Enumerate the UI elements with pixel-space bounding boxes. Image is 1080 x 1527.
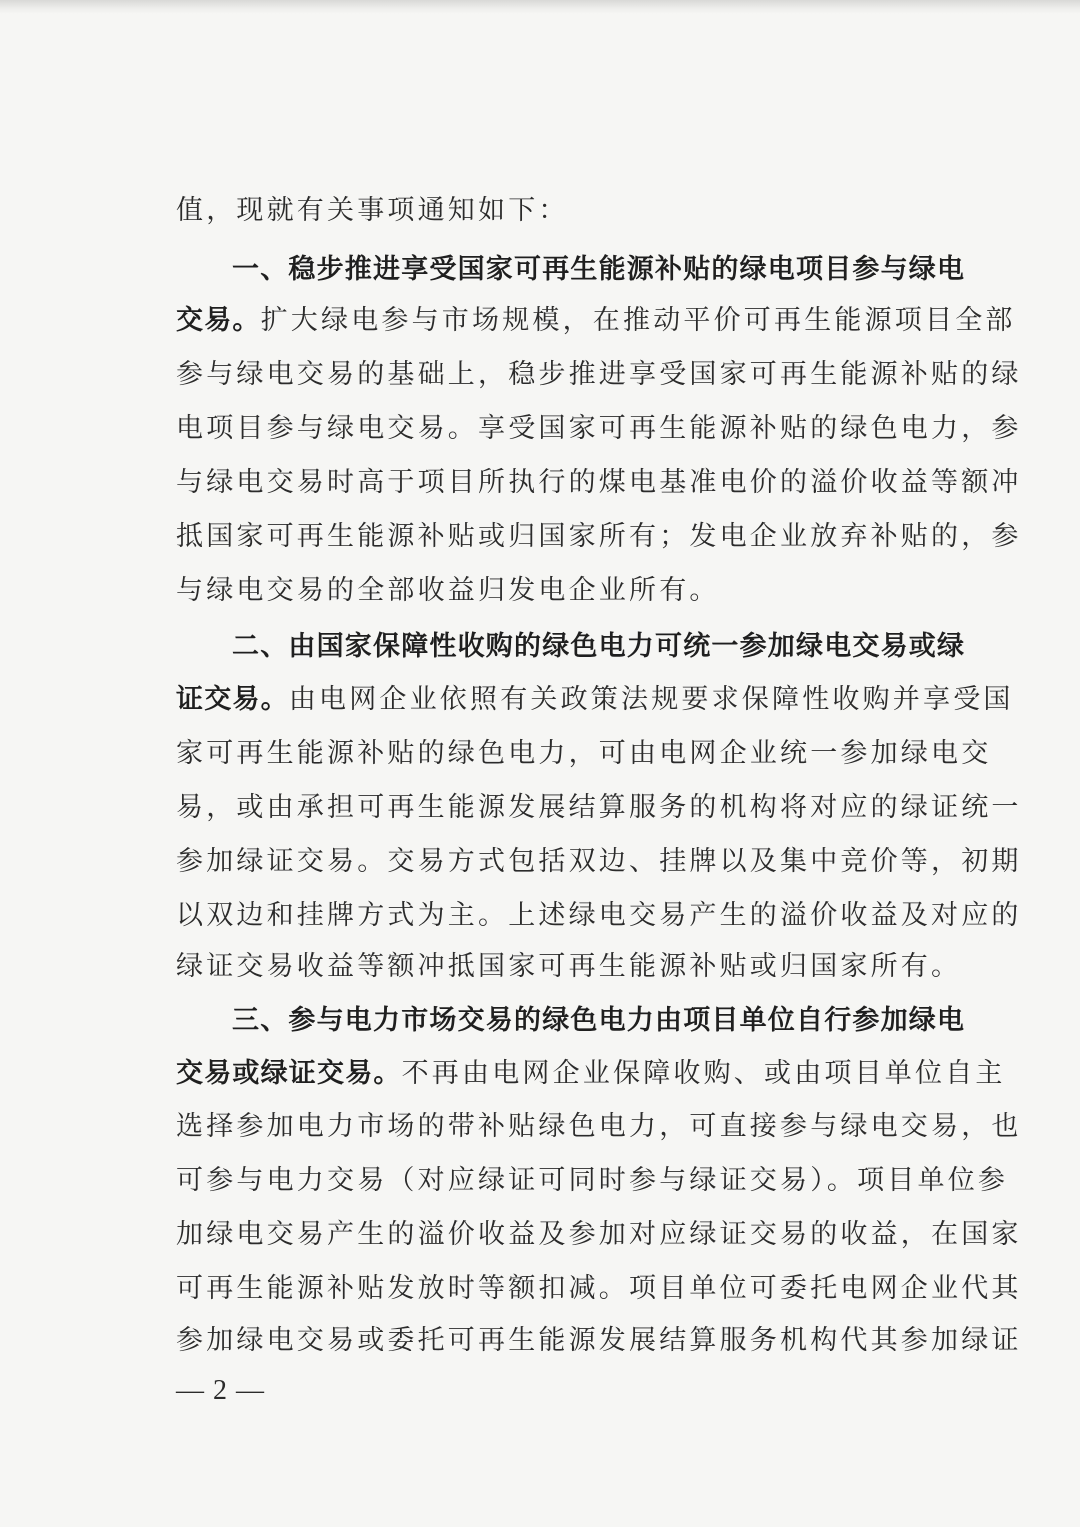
line-text: 与绿电交易的全部收益归发电企业所有。 (176, 575, 720, 606)
section-heading-line (232, 1004, 1022, 1038)
line-text: 不再由电网企业保障收购、或由项目单位自主 (401, 1058, 1006, 1089)
paragraph-line (176, 899, 1022, 933)
line-text: 加绿电交易产生的溢价收益及参加对应绿证交易的收益，在国家 (176, 1219, 1022, 1250)
line-text: 可再生能源补贴发放时等额扣减。项目单位可委托电网企业代其 (176, 1273, 1022, 1304)
page-number: — 2 — (176, 1375, 265, 1406)
line-text: 可参与电力交易（对应绿证可同时参与绿证交易）。项目单位参 (176, 1165, 1009, 1196)
line-text: 电项目参与绿电交易。享受国家可再生能源补贴的绿色电力，参 (176, 413, 1022, 444)
paragraph-line (176, 1324, 1022, 1358)
paragraph-line (176, 412, 1022, 446)
page-top-edge (0, 0, 1080, 14)
line-text: 绿证交易收益等额冲抵国家可再生能源补贴或归国家所有。 (176, 951, 962, 982)
line-text: 抵国家可再生能源补贴或归国家所有；发电企业放弃补贴的，参 (176, 521, 1022, 552)
paragraph-line (176, 1218, 1022, 1252)
paragraph-line (176, 194, 966, 228)
section-heading-line (232, 630, 1022, 664)
line-text: 家可再生能源补贴的绿色电力，可由电网企业统一参加绿电交 (176, 738, 992, 769)
line-text: 易，或由承担可再生能源发展结算服务的机构将对应的绿证统一 (176, 792, 1022, 823)
paragraph-line (176, 358, 1022, 392)
section-heading: 交易。 (176, 305, 261, 336)
paragraph-line (176, 1272, 1022, 1306)
paragraph-line (176, 737, 992, 771)
section-heading: 二、由国家保障性收购的绿色电力可统一参加绿电交易或绿 (232, 631, 966, 662)
line-text: 值，现就有关事项通知如下： (176, 195, 569, 226)
section-heading-line (232, 253, 1022, 287)
section-heading: 证交易。 (176, 684, 289, 715)
paragraph-line (176, 683, 1014, 717)
paragraph-line (176, 950, 966, 984)
line-text: 参加绿电交易或委托可再生能源发展结算服务机构代其参加绿证 (176, 1325, 1022, 1356)
line-text: 参与绿电交易的基础上，稳步推进享受国家可再生能源补贴的绿 (176, 359, 1022, 390)
paragraph-line (176, 1057, 1006, 1091)
line-text: 由电网企业依照有关政策法规要求保障性收购并享受国 (288, 684, 1014, 715)
section-heading: 三、参与电力市场交易的绿色电力由项目单位自行参加绿电 (232, 1005, 966, 1036)
line-text: 选择参加电力市场的带补贴绿色电力，可直接参与绿电交易，也 (176, 1111, 1022, 1142)
paragraph-line (176, 845, 1022, 879)
line-text: 扩大绿电参与市场规模，在推动平价可再生能源项目全部 (260, 305, 1016, 336)
paragraph-line (176, 1164, 1009, 1198)
paragraph-line (176, 304, 1016, 338)
line-text: 以双边和挂牌方式为主。上述绿电交易产生的溢价收益及对应的 (176, 900, 1022, 931)
line-text: 参加绿证交易。交易方式包括双边、挂牌以及集中竞价等，初期 (176, 846, 1022, 877)
paragraph-line (176, 574, 966, 608)
paragraph-line (176, 1110, 1022, 1144)
paragraph-line (176, 466, 1022, 500)
line-text: 与绿电交易时高于项目所执行的煤电基准电价的溢价收益等额冲 (176, 467, 1022, 498)
paragraph-line (176, 520, 1022, 554)
section-heading: 一、稳步推进享受国家可再生能源补贴的绿电项目参与绿电 (232, 254, 966, 285)
section-heading: 交易或绿证交易。 (176, 1058, 402, 1089)
paragraph-line (176, 791, 1022, 825)
